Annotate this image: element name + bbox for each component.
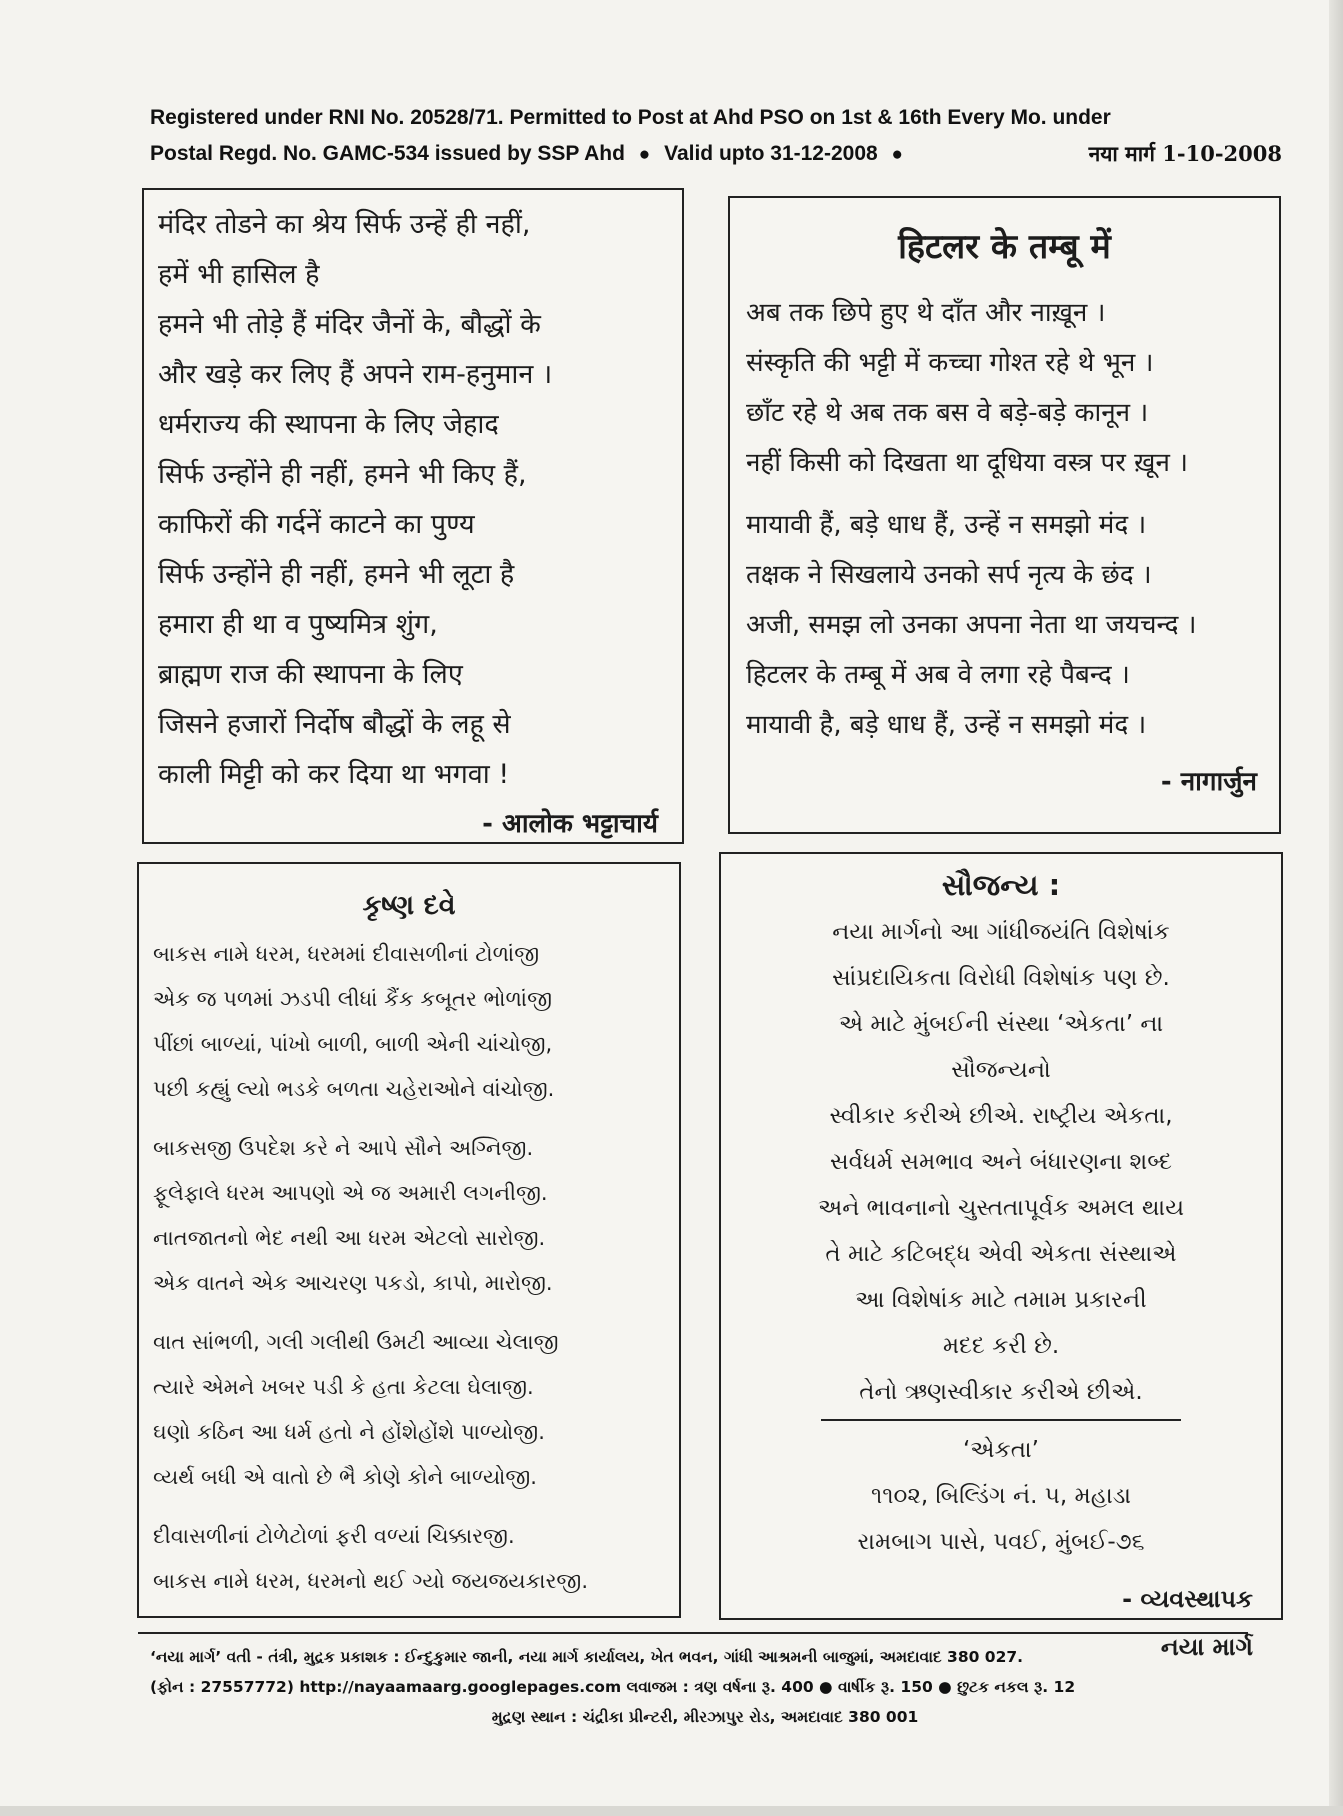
poem-line: तक्षक ने सिखलाये उनको सर्प नृत्य के छंद । xyxy=(746,560,1152,590)
courtesy-title: સૌજન્ય : xyxy=(941,868,1061,902)
poem-gujarati-stanza-3 xyxy=(153,1320,665,1500)
poem-line: ફૂલેફાલે ધરમ આપણો એ જ અમારી લગનીજી. xyxy=(153,1181,548,1205)
courtesy-line: એ માટે મુંબઈની સંસ્થા ‘એકતા’ ના xyxy=(838,1011,1164,1037)
postal-registration: Postal Regd. No. GAMC-534 issued by SSP Ahd xyxy=(150,142,625,165)
courtesy-line: તે માટે કટિબદ્ધ એવી એકતા સંસ્થાએ xyxy=(825,1241,1177,1267)
poem-left-body xyxy=(158,200,668,800)
poem-line: हमें भी हासिल है xyxy=(158,259,320,290)
courtesy-line: સર્વધર્મ સમભાવ અને બંધારણના શબ્દ xyxy=(830,1149,1172,1175)
poem-line: વાત સાંભળી, ગલી ગલીથી ઉમટી આવ્યા ચેલાજી xyxy=(153,1330,559,1354)
poem-line: ब्राह्मण राज की स्थापना के लिए xyxy=(158,659,463,690)
poem-line: हमने भी तोड़े हैं मंदिर जैनों के, बौद्धों के xyxy=(158,309,541,340)
poem-gujarati-stanza-2 xyxy=(153,1126,665,1306)
poem-line: संस्कृति की भट्टी में कच्चा गोश्त रहे थे भून । xyxy=(746,348,1154,378)
courtesy-line: સાંપ્રદાયિકતા વિરોધી વિશેષાંક પણ છે. xyxy=(832,965,1170,991)
poem-line: काली मिट्टी को कर दिया था भगवा ! xyxy=(158,759,510,790)
courtesy-box xyxy=(719,852,1283,1661)
page-bottom-edge xyxy=(0,1806,1343,1816)
poem-right-title: हिटलर के तम्बू में xyxy=(898,227,1111,267)
courtesy-line: અને ભાવનાનો ચુસ્તતાપૂર્વક અમલ થાય xyxy=(817,1195,1185,1221)
bullet-icon: ● xyxy=(891,144,904,165)
poem-right-stanza-1 xyxy=(746,288,1263,488)
poem-line: એક જ પળમાં ઝડપી લીધાં કૈંક કબૂતર ભોળાંજી xyxy=(153,987,552,1011)
poem-line: मायावी हैं, बड़े धाध हैं, उन्हें न समझो मंद । xyxy=(746,510,1147,540)
poem-line: નાતજાતનો ભેદ નથી આ ધરમ એટલો સારોજી. xyxy=(153,1226,546,1250)
poem-left-author: - आलोक भट्टाचार्य xyxy=(482,809,658,839)
poem-line: વ્યર્થ બધી એ વાતો છે ભૈ કોણે કોને બાળ્યોજી. xyxy=(153,1465,537,1489)
courtesy-address xyxy=(739,1427,1263,1565)
courtesy-line: તેનો ઋણસ્વીકાર કરીએ છીએ. xyxy=(859,1379,1143,1405)
poem-line: हिटलर के तम्बू में अब वे लगा रहे पैबन्द । xyxy=(746,660,1130,690)
poem-line: मायावी है, बड़े धाध हैं, उन्हें न समझो मंद । xyxy=(746,710,1147,740)
registration-header xyxy=(150,100,1290,173)
footer-subscription-line: (ફોન : 27557772) http://nayaamaarg.googlepages.com લવાજમ : ત્રણ વર્ષના રૂ. 400 ● વાર્ષીક રૂ. 150 ● છુટક નકલ રૂ. 12 xyxy=(150,1678,1076,1696)
publisher-footer xyxy=(150,1642,1260,1732)
courtesy-line: સ્વીકાર કરીએ છીએ. રાષ્ટ્રીય એકતા, xyxy=(829,1103,1173,1129)
poem-line: जिसने हजारों निर्दोष बौद्धों के लहू से xyxy=(158,709,511,740)
courtesy-line: નયા માર્ગનો આ ગાંધીજયંતિ વિશેષાંક xyxy=(832,919,1170,945)
poem-right-author: - नागार्जुन xyxy=(1160,767,1257,797)
validity-text: Valid upto 31-12-2008 xyxy=(664,142,878,165)
courtesy-divider xyxy=(821,1419,1181,1421)
poem-line: मंदिर तोडने का श्रेय सिर्फ उन्हें ही नहीं, xyxy=(158,209,531,240)
address-line: ૧૧૦૨, બિલ્ડિંગ નં. ૫, મહાડા xyxy=(870,1483,1132,1509)
page-edge-shadow xyxy=(1329,0,1343,1816)
poem-line: દીવાસળીનાં ટોળેટોળાં ફરી વળ્યાં ચિક્કારજી. xyxy=(153,1524,515,1548)
poem-line: ત્યારે એમને ખબર પડી કે હતા કેટલા ઘેલાજી. xyxy=(153,1375,534,1399)
registration-line-1: Registered under RNI No. 20528/71. Permitted to Post at Ahd PSO on 1st & 16th Every Mo. under xyxy=(150,106,1111,129)
address-line: રામબાગ પાસે, પવઈ, મુંબઈ-૭૬ xyxy=(857,1529,1145,1555)
footer-publisher-line: ‘નયા માર્ગ’ વતી - તંત્રી, મુદ્રક પ્રકાશક : ઈન્દુકુમાર જાની, નયા માર્ગ કાર્યાલય, ખેત ભવન, ગાંધી આશ્રમની બાજુમાં, અમદાવાદ 380 027. xyxy=(150,1648,1024,1666)
poem-line: छाँट रहे थे अब तक बस वे बड़े-बड़े कानून । xyxy=(746,398,1149,428)
poem-line: हमारा ही था व पुष्यमित्र शुंग, xyxy=(158,609,438,640)
poem-line: એક વાતને એક આચરણ પકડો, કાપો, મારોજી. xyxy=(153,1271,553,1295)
poem-line: પછી કહ્યું લ્યો ભડકે બળતા ચહેરાઓને વાંચોજી. xyxy=(153,1077,555,1101)
courtesy-line: મદદ કરી છે. xyxy=(942,1333,1060,1359)
poem-line: काफिरों की गर्दनें काटने का पुण्य xyxy=(158,509,475,540)
signature-publication: નયા માર્ગ xyxy=(1160,1633,1253,1661)
poem-box-hindi-left xyxy=(142,188,684,844)
courtesy-line: આ વિશેષાંક માટે તમામ પ્રકારની xyxy=(855,1287,1147,1313)
poem-line: अजी, समझ लो उनका अपना नेता था जयचन्द । xyxy=(746,610,1197,640)
signature-role: - વ્યવસ્થાપક xyxy=(1122,1585,1253,1613)
bullet-icon: ● xyxy=(638,144,651,165)
poem-line: और खड़े कर लिए हैं अपने राम-हनुमान । xyxy=(158,359,553,390)
footer-printer-line: મુદ્રણ સ્થાન : ચંદ્રીકા પ્રીન્ટરી, મીરઝાપુર રોડ, અમદાવાદ 380 001 xyxy=(491,1708,919,1726)
poem-line: બાકસજી ઉપદેશ કરે ને આપે સૌને અગ્નિજી. xyxy=(153,1136,534,1160)
poem-line: ઘણો કઠિન આ ધર્મ હતો ને હોંશેહોંશે પાળ્યોજી. xyxy=(153,1420,545,1444)
poem-line: सिर्फ उन्होंने ही नहीं, हमने भी किए हैं, xyxy=(158,459,527,490)
poem-line: सिर्फ उन्होंने ही नहीं, हमने भी लूटा है xyxy=(158,559,515,590)
poem-gujarati-stanza-4 xyxy=(153,1514,665,1604)
issue-date: नया मार्ग 1-10-2008 xyxy=(1088,141,1282,166)
poem-line: પીંછાં બાળ્યાં, પાંખો બાળી, બાળી એની ચાંચોજી, xyxy=(153,1032,553,1056)
poem-line: धर्मराज्य की स्थापना के लिए जेहाद xyxy=(158,409,499,440)
poem-line: नहीं किसी को दिखता था दूधिया वस्त्र पर ख़ून । xyxy=(746,448,1188,478)
courtesy-body xyxy=(739,909,1263,1415)
poem-gujarati-title: કૃષ્ણ દવે xyxy=(362,890,456,921)
address-line: ‘એકતા’ xyxy=(962,1437,1039,1463)
courtesy-line: સૌજન્યનો xyxy=(951,1057,1051,1083)
poem-line: अब तक छिपे हुए थे दाँत और नाख़ून । xyxy=(746,298,1106,328)
footer-divider xyxy=(138,1632,1248,1634)
poem-box-hitler xyxy=(728,196,1281,834)
poem-gujarati-stanza-1 xyxy=(153,932,665,1112)
poem-right-stanza-2 xyxy=(746,500,1263,750)
poem-line: બાકસ નામે ધરમ, ધરમમાં દીવાસળીનાં ટોળાંજી xyxy=(153,942,540,966)
poem-line: બાકસ નામે ધરમ, ધરમનો થઈ ગ્યો જયજયકારજી. xyxy=(153,1569,589,1593)
poem-box-gujarati xyxy=(137,862,681,1618)
